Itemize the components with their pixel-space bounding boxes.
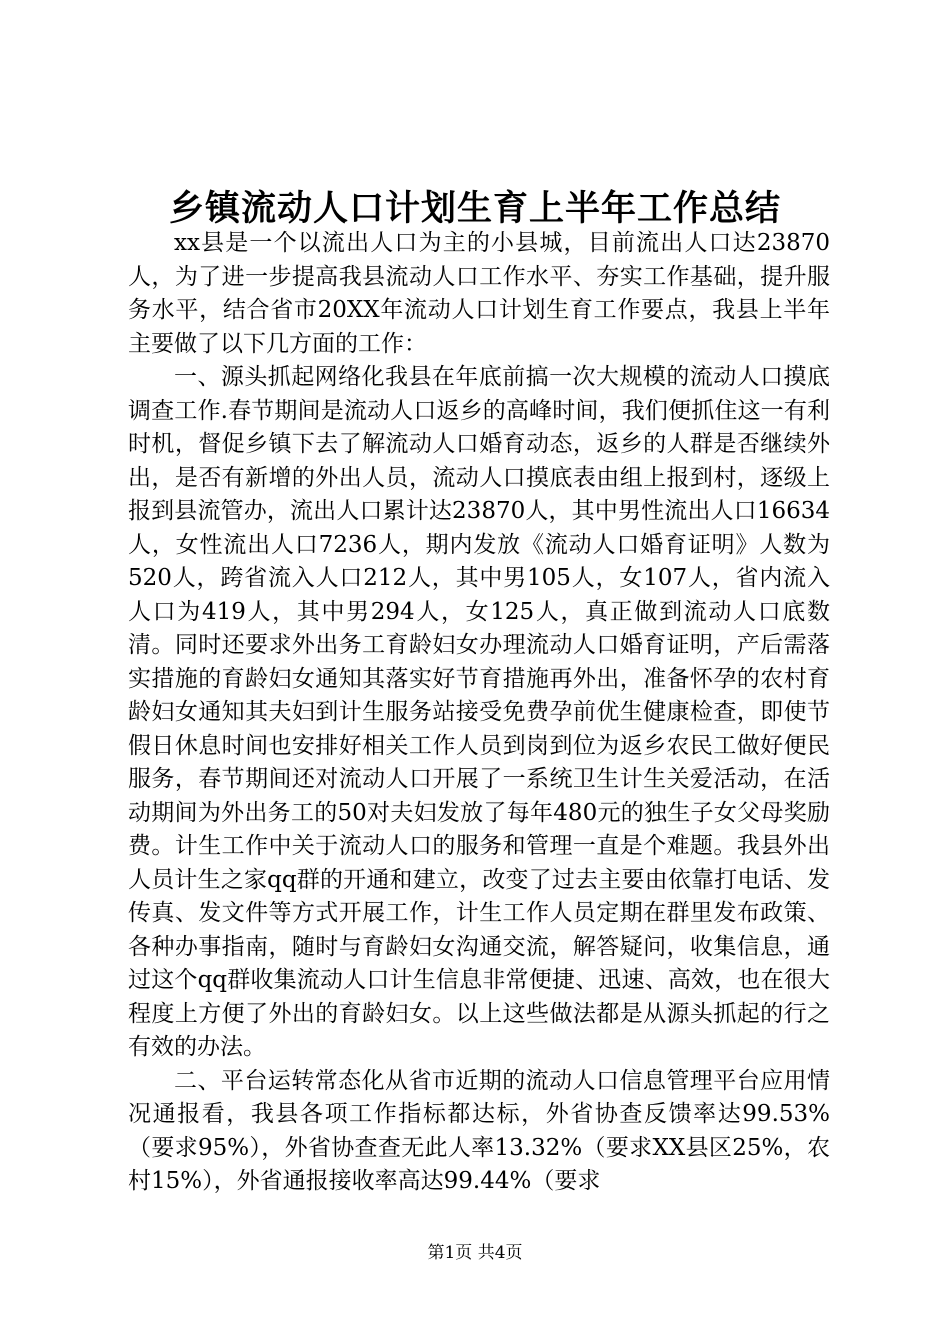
paragraph-intro: xx县是一个以流出人口为主的小县城，目前流出人口达23870人，为了进一步提高我县流动人口工作水平、夯实工作基础，提升服务水平，结合省市20XX年流动人口计划生育工作要点，我县上半年主要做了以下几方面的工作： [128, 230, 830, 357]
paragraph-section-1: 一、源头抓起网络化我县在年底前搞一次大规模的流动人口摸底调查工作.春节期间是流动人口返乡的高峰时间，我们便抓住这一有利时机，督促乡镇下去了解流动人口婚育动态，返乡的人群是否继续外出，是否有新增的外出人员，流动人口摸底表由组上报到村，逐级上报到县流管办，流出人口累计达23870人，其中男性流出人口16634人，女性流出人口7236人，期内发放《流动人口婚育证明》人数为520人，跨省流入人口212人，其中男105人，女107人，省内流入人口为419人，其中男294人，女125人，真正做到流动人口底数清。同时还要求外出务工育龄妇女办理流动人口婚育证明，产后需落实措施的育龄妇女通知其落实好节育措施再外出，准备怀孕的农村育龄妇女通知其夫妇到计生服务站接受免费孕前优生健康检查，即使节假日休息时间也安排好相关工作人员到岗到位为返乡农民工做好便民服务，春节期间还对流动人口开展了一系统卫生计生关爱活动，在活动期间为外出务工的50对夫妇发放了每年480元的独生子女父母奖励费。计生工作中关于流动人口的服务和管理一直是个难题。我县外出人员计生之家qq群的开通和建立，改变了过去主要由依靠打电话、发传真、发文件等方式开展工作，计生工作人员定期在群里发布政策、各种办事指南，随时与育龄妇女沟通交流，解答疑问，收集信息，通过这个qq群收集流动人口计生信息非常便捷、迅速、高效，也在很大程度上方便了外出的育龄妇女。以上这些做法都是从源头抓起的行之有效的办法。 [128, 364, 830, 1060]
document-title: 乡镇流动人口计划生育上半年工作总结 [168, 189, 781, 229]
page-number-footer: 第1页 共4页 [427, 1243, 523, 1263]
paragraph-section-2: 二、平台运转常态化从省市近期的流动人口信息管理平台应用情况通报看，我县各项工作指标都达标，外省协查反馈率达99.53%（要求95%），外省协查查无此人率13.32%（要求XX县区25%，农村15%），外省通报接收率高达99.44%（要求 [128, 1067, 830, 1194]
document-body [128, 227, 830, 1199]
